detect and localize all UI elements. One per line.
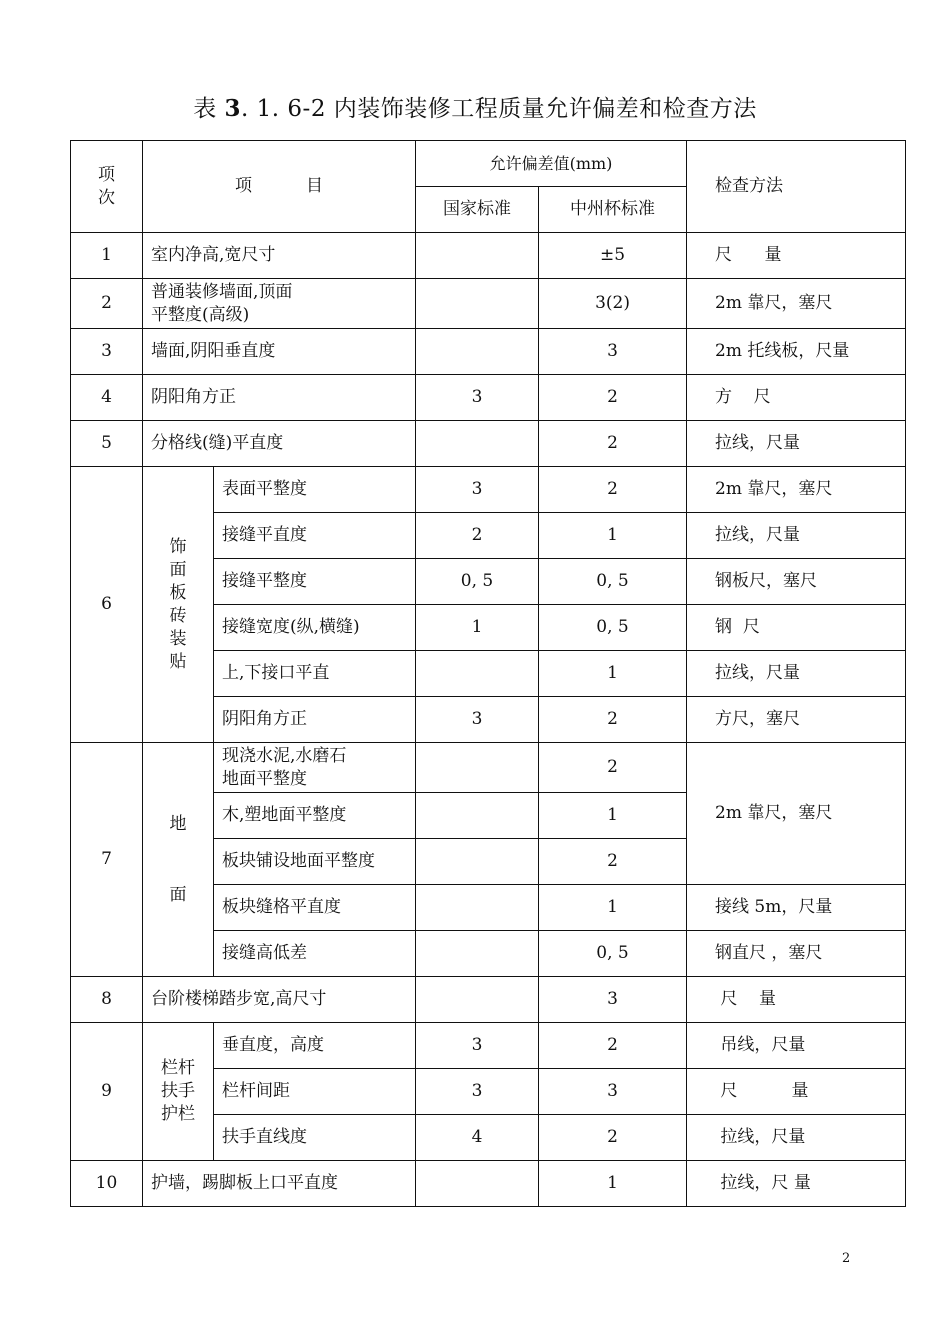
header-row — [71, 141, 906, 187]
header-national: 国家标准 — [416, 187, 539, 233]
row-item-line: 地面平整度 — [222, 768, 307, 789]
row-zhongzhou: 3 — [539, 977, 687, 1023]
row-zhongzhou: 2 — [539, 743, 687, 793]
row-no: 9 — [71, 1023, 143, 1161]
row-method: 拉线，尺 量 — [687, 1161, 906, 1207]
row-item: 台阶楼梯踏步宽,高尺寸 — [143, 977, 416, 1023]
table-row — [71, 467, 906, 513]
row-item: 阴阳角方正 — [214, 697, 416, 743]
row-method: 吊线，尺量 — [687, 1023, 906, 1069]
row-national — [416, 977, 539, 1023]
row-national — [416, 931, 539, 977]
row-national — [416, 421, 539, 467]
row-method: 拉线，尺量 — [687, 421, 906, 467]
row-method: 钢板尺，塞尺 — [687, 559, 906, 605]
row-zhongzhou: 0, 5 — [539, 559, 687, 605]
row-national — [416, 329, 539, 375]
row-zhongzhou: 1 — [539, 793, 687, 839]
row-item: 墙面,阴阳垂直度 — [143, 329, 416, 375]
row-no: 6 — [71, 467, 143, 743]
row-method: 2m 靠尺，塞尺 — [687, 467, 906, 513]
row-national: 2 — [416, 513, 539, 559]
group-category: 地 面 — [143, 743, 214, 977]
table-row — [71, 279, 906, 329]
row-item: 上,下接口平直 — [214, 651, 416, 697]
row-item: 室内净高,宽尺寸 — [143, 233, 416, 279]
group-category: 栏杆 扶手 护栏 — [143, 1023, 214, 1161]
table-row — [71, 329, 906, 375]
row-method: 尺 量 — [687, 977, 906, 1023]
row-national: 3 — [416, 375, 539, 421]
row-national: 0, 5 — [416, 559, 539, 605]
header-zhongzhou: 中州杯标准 — [539, 187, 687, 233]
page-title: 表 3. 1. 6-2 内装饰装修工程质量允许偏差和检查方法 — [193, 95, 757, 122]
row-national: 4 — [416, 1115, 539, 1161]
row-zhongzhou: 3 — [539, 1069, 687, 1115]
header-tolerance: 允许偏差值(mm) — [416, 141, 687, 187]
row-method: 拉线，尺量 — [687, 651, 906, 697]
page-number: 2 — [842, 1251, 851, 1266]
row-national: 3 — [416, 1023, 539, 1069]
row-item-line: 现浇水泥,水磨石 — [222, 745, 347, 766]
row-item-line: 平整度(高级) — [151, 304, 250, 325]
row-zhongzhou: 3 — [539, 329, 687, 375]
table-row — [71, 1161, 906, 1207]
row-item: 表面平整度 — [214, 467, 416, 513]
row-method: 2m 靠尺，塞尺 — [687, 279, 906, 329]
row-no: 4 — [71, 375, 143, 421]
row-no: 2 — [71, 279, 143, 329]
group-category: 饰 面 板 砖 装 贴 — [143, 467, 214, 743]
row-national: 1 — [416, 605, 539, 651]
row-no: 7 — [71, 743, 143, 977]
row-zhongzhou: 2 — [539, 697, 687, 743]
row-zhongzhou: 2 — [539, 1023, 687, 1069]
header-no: 项 次 — [71, 141, 143, 233]
table-row — [71, 1023, 906, 1069]
row-item: 垂直度，高度 — [214, 1023, 416, 1069]
header-item: 项 目 — [143, 141, 416, 233]
row-zhongzhou: 2 — [539, 375, 687, 421]
row-method: 方尺，塞尺 — [687, 697, 906, 743]
row-method: 2m 靠尺，塞尺 — [687, 743, 906, 885]
row-item: 栏杆间距 — [214, 1069, 416, 1115]
row-national: 3 — [416, 697, 539, 743]
row-item: 护墙，踢脚板上口平直度 — [143, 1161, 416, 1207]
row-zhongzhou: 3(2) — [539, 279, 687, 329]
row-zhongzhou: 2 — [539, 421, 687, 467]
row-item: 阴阳角方正 — [143, 375, 416, 421]
table-row — [71, 743, 906, 793]
row-method: 方 尺 — [687, 375, 906, 421]
row-item-line: 普通装修墙面,顶面 — [151, 281, 293, 302]
row-item — [214, 743, 416, 793]
row-item: 板块铺设地面平整度 — [214, 839, 416, 885]
row-method: 2m 托线板，尺量 — [687, 329, 906, 375]
table-row — [71, 233, 906, 279]
row-national: 3 — [416, 1069, 539, 1115]
row-item: 接缝平直度 — [214, 513, 416, 559]
row-item — [143, 279, 416, 329]
row-method: 拉线，尺量 — [687, 1115, 906, 1161]
row-zhongzhou: 0, 5 — [539, 605, 687, 651]
row-zhongzhou: 1 — [539, 1161, 687, 1207]
tolerance-table — [70, 140, 906, 1207]
row-method: 尺 量 — [687, 233, 906, 279]
row-national — [416, 651, 539, 697]
row-zhongzhou: 2 — [539, 467, 687, 513]
row-national — [416, 885, 539, 931]
row-item: 接缝高低差 — [214, 931, 416, 977]
row-zhongzhou: 0, 5 — [539, 931, 687, 977]
row-zhongzhou: 2 — [539, 1115, 687, 1161]
row-method: 钢直尺 ，塞尺 — [687, 931, 906, 977]
row-national — [416, 793, 539, 839]
header-method: 检查方法 — [687, 141, 906, 233]
row-zhongzhou: 2 — [539, 839, 687, 885]
row-national — [416, 279, 539, 329]
row-item: 木,塑地面平整度 — [214, 793, 416, 839]
row-zhongzhou: 1 — [539, 651, 687, 697]
row-zhongzhou: ±5 — [539, 233, 687, 279]
row-national: 3 — [416, 467, 539, 513]
row-item: 接缝宽度(纵,横缝) — [214, 605, 416, 651]
row-method: 钢 尺 — [687, 605, 906, 651]
row-method: 拉线，尺量 — [687, 513, 906, 559]
row-no: 1 — [71, 233, 143, 279]
table-row — [71, 375, 906, 421]
row-no: 3 — [71, 329, 143, 375]
row-zhongzhou: 1 — [539, 885, 687, 931]
row-national — [416, 839, 539, 885]
row-zhongzhou: 1 — [539, 513, 687, 559]
row-national — [416, 233, 539, 279]
row-method: 尺 量 — [687, 1069, 906, 1115]
row-national — [416, 1161, 539, 1207]
row-item: 板块缝格平直度 — [214, 885, 416, 931]
row-item: 扶手直线度 — [214, 1115, 416, 1161]
table-row — [71, 421, 906, 467]
row-no: 8 — [71, 977, 143, 1023]
row-national — [416, 743, 539, 793]
row-no: 5 — [71, 421, 143, 467]
row-no: 10 — [71, 1161, 143, 1207]
row-method: 接线 5m，尺量 — [687, 885, 906, 931]
row-item: 分格线(缝)平直度 — [143, 421, 416, 467]
row-item: 接缝平整度 — [214, 559, 416, 605]
table-row — [71, 977, 906, 1023]
